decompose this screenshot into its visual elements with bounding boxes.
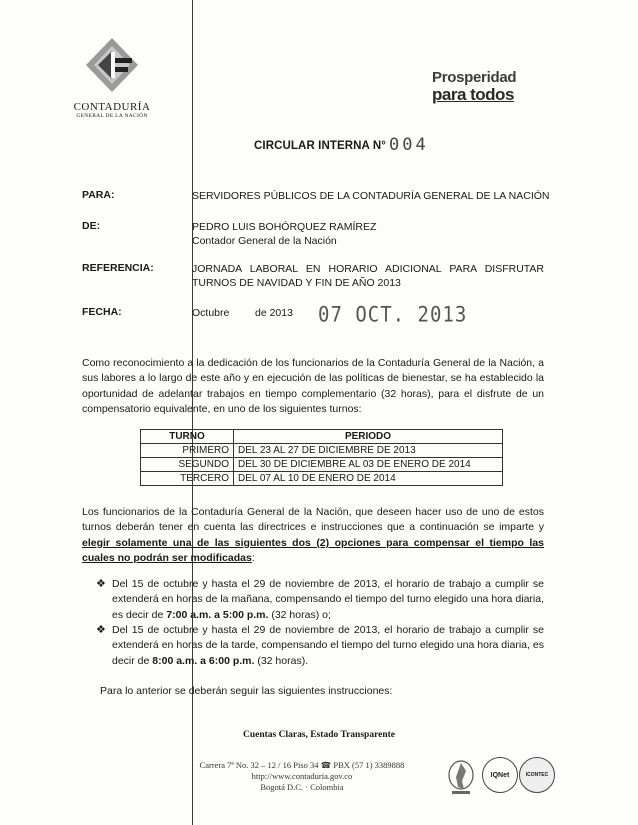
option-text: Del 15 de octubre y hasta el 29 de noviembre de 2013, el horario de trabajo a cumplir se extenderá en horas de la mañana, compensando el tiempo del turno elegido una hora diaria, es decir de <box>112 578 544 621</box>
option-text: Del 15 de octubre y hasta el 29 de noviembre de 2013, el horario de trabajo a cumplir se extenderá en horas de la tarde, compensando el tiempo del turno elegido una hora diaria, es decir de <box>112 624 544 667</box>
option-schedule: 7:00 a.m. a 5:00 p.m. <box>166 608 269 621</box>
de-label: DE: <box>82 220 101 232</box>
header-turno: TURNO <box>141 430 234 444</box>
fecha-year: de 2013 <box>255 307 293 319</box>
instructions-text: Los funcionarios de la Contaduría General de la Nación, que deseen hacer uso de uno de estos turnos deberán tener en cuenta las directrices e instrucciones que a continuación se imparte y <box>82 506 544 534</box>
para-label: PARA: <box>82 189 115 201</box>
icontec-cert-badge <box>519 757 555 793</box>
turnos-table <box>140 429 503 486</box>
turno-cell: SEGUNDO <box>141 458 234 472</box>
instructions-colon: : <box>251 552 255 565</box>
table-row <box>141 444 503 458</box>
option-suffix: (32 horas). <box>254 654 309 667</box>
city-line: Bogotá D.C. · Colombia <box>260 782 344 792</box>
de-name: PEDRO LUIS BOHÓRQUEZ RAMÍREZ <box>192 221 377 233</box>
colombia-seal-icon <box>446 757 476 797</box>
turno-cell: TERCERO <box>141 472 234 486</box>
website-line: http://www.contaduria.gov.co <box>251 771 353 781</box>
intro-paragraph: Como reconocimiento a la dedicación de los funcionarios de la Contaduría General de la Nación, a sus labores a lo largo de este año y en ejecución de las políticas de bienestar, se ha establecido la oportunidad de adelantar trabajos en tiempo complementario (32 horas), para el disfrute de un compensatorio equivalente, en uno de los siguientes turnos: <box>82 357 544 416</box>
header-periodo: PERIODO <box>234 430 503 444</box>
option-bullet-1 <box>96 577 544 623</box>
org-name: CONTADURÍA <box>73 101 151 113</box>
table-row <box>141 458 503 472</box>
circular-number: 004 <box>389 135 429 155</box>
diamond-bullet-icon: ❖ <box>96 624 106 636</box>
turno-cell: PRIMERO <box>141 444 234 458</box>
address-line: Carrera 7ª No. 32 – 12 / 16 Piso 34 ☎ PBX (57 1) 3389888 <box>199 760 405 770</box>
diamond-bullet-icon: ❖ <box>96 578 106 590</box>
footer-address <box>182 760 422 793</box>
para-value: SERVIDORES PÚBLICOS DE LA CONTADURÍA GENERAL DE LA NACIÓN <box>192 190 550 202</box>
table-row <box>141 472 503 486</box>
slogan-line2: para todos <box>432 85 514 104</box>
contaduria-logo <box>72 36 152 119</box>
instructions-emphasis: elegir solamente una de las siguientes dos (2) opciones para compensar el tiempo las cuales no podrán ser modificadas <box>82 536 544 565</box>
option-schedule: 8:00 a.m. a 6:00 p.m. <box>152 654 255 667</box>
icontec-label: ICONTEC <box>525 772 549 778</box>
periodo-cell: DEL 07 AL 10 DE ENERO DE 2014 <box>234 472 503 486</box>
prosperidad-logo <box>432 70 532 103</box>
footer-motto: Cuentas Claras, Estado Transparente <box>242 730 395 740</box>
referencia-label: REFERENCIA: <box>82 262 154 274</box>
org-subname: GENERAL DE LA NACIÓN <box>76 113 148 119</box>
table-header-row <box>141 430 503 444</box>
de-role: Contador General de la Nación <box>192 235 337 247</box>
closing-line: Para lo anterior se deberán seguir las siguientes instrucciones: <box>100 685 393 697</box>
fecha-month: Octubre <box>192 307 230 319</box>
option-suffix: (32 horas) o; <box>268 608 331 621</box>
fecha-label: FECHA: <box>82 306 122 318</box>
option-bullet-2 <box>96 623 544 669</box>
iqnet-cert-badge <box>482 757 518 793</box>
date-stamp: 07 OCT. 2013 <box>318 302 468 328</box>
instructions-paragraph <box>82 505 544 567</box>
referencia-value: JORNADA LABORAL EN HORARIO ADICIONAL PARA DISFRUTAR TURNOS DE NAVIDAD Y FIN DE AÑO 2013 <box>192 263 544 289</box>
circular-title: CIRCULAR INTERNA N° <box>254 140 386 152</box>
slogan-line1: Prosperidad <box>432 69 517 86</box>
iqnet-label: IQNet <box>490 771 510 779</box>
contaduria-emblem-icon <box>84 36 140 94</box>
periodo-cell: DEL 23 AL 27 DE DICIEMBRE DE 2013 <box>234 444 503 458</box>
periodo-cell: DEL 30 DE DICIEMBRE AL 03 DE ENERO DE 2014 <box>234 458 503 472</box>
